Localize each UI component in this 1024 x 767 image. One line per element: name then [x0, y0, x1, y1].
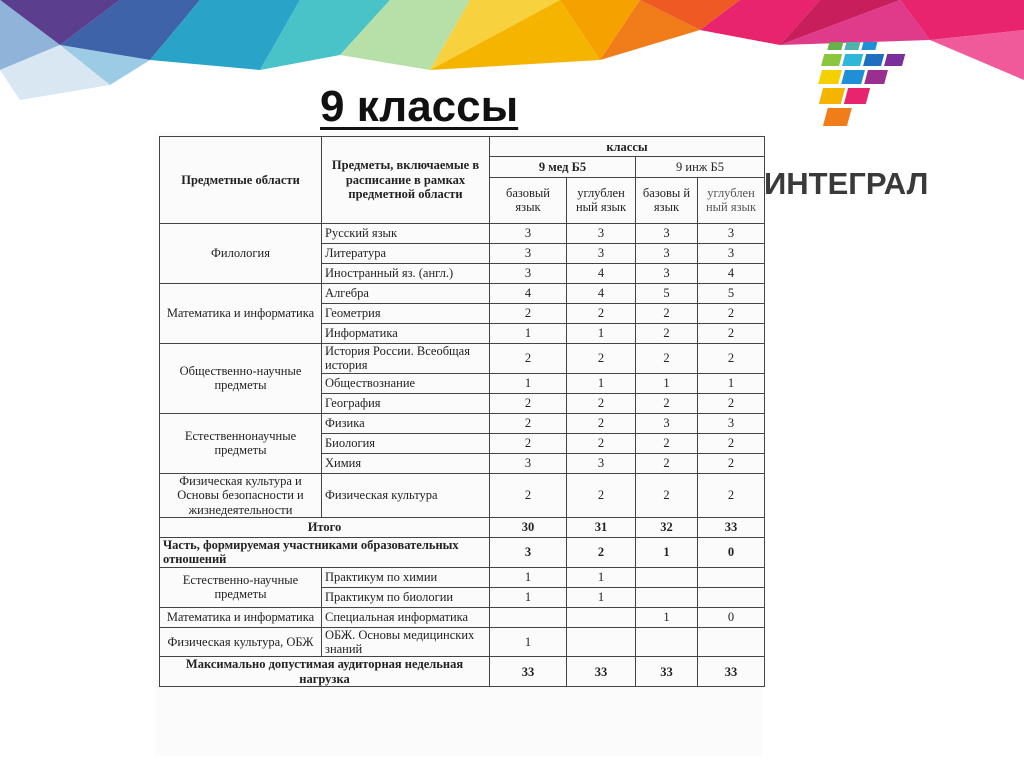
value-cell: 3 [490, 453, 567, 473]
area-cell: Физическая культура и Основы безопасности и жизнедеятельности [160, 473, 322, 517]
value-cell: 2 [698, 324, 765, 344]
subject-cell: Обществознание [322, 373, 490, 393]
subject-cell: Физика [322, 413, 490, 433]
value-cell [698, 567, 765, 587]
value-cell: 2 [567, 473, 636, 517]
value-cell: 1 [490, 567, 567, 587]
area-cell: Естественнонаучные предметы [160, 413, 322, 473]
subject-cell: История России. Всеобщая история [322, 344, 490, 374]
subject-cell: Литература [322, 244, 490, 264]
value-cell: 2 [698, 453, 765, 473]
subject-cell: Специальная информатика [322, 607, 490, 627]
table-row [160, 473, 765, 517]
subject-cell: Геометрия [322, 304, 490, 324]
value-cell: 3 [490, 224, 567, 244]
value-cell: 3 [567, 224, 636, 244]
value-cell: 2 [567, 393, 636, 413]
header-col: углублен ный язык [567, 177, 636, 223]
value-cell: 30 [490, 517, 567, 537]
subject-cell: Русский язык [322, 224, 490, 244]
value-cell: 1 [490, 324, 567, 344]
value-cell: 3 [698, 413, 765, 433]
value-cell: 3 [636, 244, 698, 264]
total-row [160, 517, 765, 537]
value-cell: 1 [636, 607, 698, 627]
area-cell: Естественно-научные предметы [160, 567, 322, 607]
value-cell: 2 [698, 473, 765, 517]
value-cell: 0 [698, 607, 765, 627]
value-cell: 3 [567, 244, 636, 264]
part-row [160, 537, 765, 567]
value-cell: 4 [567, 284, 636, 304]
max-load-row-label: Максимально допустимая аудиторная недельная нагрузка [160, 657, 490, 687]
value-cell: 2 [636, 473, 698, 517]
value-cell: 2 [490, 473, 567, 517]
value-cell: 2 [567, 413, 636, 433]
value-cell: 1 [567, 587, 636, 607]
value-cell: 0 [698, 537, 765, 567]
part-row-label: Часть, формируемая участниками образовательных отношений [160, 537, 490, 567]
value-cell: 3 [490, 264, 567, 284]
value-cell: 2 [636, 324, 698, 344]
table-row [160, 607, 765, 627]
value-cell: 2 [490, 433, 567, 453]
table-row [160, 627, 765, 657]
value-cell: 1 [490, 627, 567, 657]
value-cell: 4 [567, 264, 636, 284]
header-col: углублен ный язык [698, 177, 765, 223]
value-cell [636, 587, 698, 607]
value-cell: 1 [636, 537, 698, 567]
value-cell [490, 607, 567, 627]
subject-cell: Физическая культура [322, 473, 490, 517]
area-cell: Общественно-научные предметы [160, 344, 322, 414]
subject-cell: Алгебра [322, 284, 490, 304]
value-cell: 2 [698, 433, 765, 453]
value-cell: 2 [636, 433, 698, 453]
brand-name: ИНТЕГРАЛ [764, 166, 929, 201]
subject-cell: Информатика [322, 324, 490, 344]
value-cell [567, 627, 636, 657]
value-cell: 5 [636, 284, 698, 304]
curriculum-scan [155, 132, 763, 756]
header-classes: классы [490, 137, 765, 157]
value-cell [636, 567, 698, 587]
value-cell: 33 [567, 657, 636, 687]
value-cell: 31 [567, 517, 636, 537]
value-cell: 3 [490, 244, 567, 264]
header-group-eng: 9 инж Б5 [636, 157, 765, 177]
table-row [160, 344, 765, 374]
table-row [160, 284, 765, 304]
table-row [160, 224, 765, 244]
area-cell: Физическая культура, ОБЖ [160, 627, 322, 657]
value-cell: 1 [567, 373, 636, 393]
header-area: Предметные области [160, 137, 322, 224]
value-cell: 4 [490, 284, 567, 304]
value-cell: 2 [490, 344, 567, 374]
value-cell: 2 [490, 393, 567, 413]
value-cell [636, 627, 698, 657]
value-cell: 33 [636, 657, 698, 687]
area-cell: Математика и информатика [160, 607, 322, 627]
table-row [160, 567, 765, 587]
value-cell: 3 [567, 453, 636, 473]
value-cell: 2 [490, 304, 567, 324]
value-cell: 2 [567, 537, 636, 567]
subject-cell: Практикум по биологии [322, 587, 490, 607]
value-cell: 3 [698, 244, 765, 264]
subject-cell: ОБЖ. Основы медицинских знаний [322, 627, 490, 657]
value-cell: 2 [636, 344, 698, 374]
value-cell: 33 [490, 657, 567, 687]
value-cell: 2 [567, 433, 636, 453]
value-cell: 1 [636, 373, 698, 393]
value-cell: 2 [567, 344, 636, 374]
area-cell: Филология [160, 224, 322, 284]
curriculum-table [159, 136, 765, 687]
value-cell: 2 [636, 453, 698, 473]
table-row [160, 413, 765, 433]
max-load-row [160, 657, 765, 687]
value-cell: 1 [490, 373, 567, 393]
subject-cell: Химия [322, 453, 490, 473]
value-cell: 3 [636, 224, 698, 244]
value-cell: 3 [490, 537, 567, 567]
value-cell: 1 [698, 373, 765, 393]
value-cell [567, 607, 636, 627]
value-cell: 1 [567, 324, 636, 344]
header-col: базовы й язык [636, 177, 698, 223]
header-group-med: 9 мед Б5 [490, 157, 636, 177]
header-row [160, 137, 765, 157]
value-cell: 2 [698, 344, 765, 374]
value-cell: 4 [698, 264, 765, 284]
subject-cell: Практикум по химии [322, 567, 490, 587]
value-cell: 1 [567, 567, 636, 587]
value-cell: 2 [636, 304, 698, 324]
header-col: базовый язык [490, 177, 567, 223]
slide-title: 9 классы [320, 82, 519, 131]
value-cell [698, 587, 765, 607]
value-cell [698, 627, 765, 657]
subject-cell: География [322, 393, 490, 413]
value-cell: 3 [698, 224, 765, 244]
value-cell: 2 [698, 393, 765, 413]
total-row-label: Итого [160, 517, 490, 537]
value-cell: 1 [490, 587, 567, 607]
value-cell: 33 [698, 517, 765, 537]
value-cell: 2 [698, 304, 765, 324]
subject-cell: Иностранный яз. (англ.) [322, 264, 490, 284]
area-cell: Математика и информатика [160, 284, 322, 344]
value-cell: 3 [636, 413, 698, 433]
value-cell: 33 [698, 657, 765, 687]
value-cell: 3 [636, 264, 698, 284]
subject-cell: Биология [322, 433, 490, 453]
value-cell: 2 [636, 393, 698, 413]
integral-logo [800, 40, 920, 150]
value-cell: 32 [636, 517, 698, 537]
header-subjects: Предметы, включаемые в расписание в рамках предметной области [322, 137, 490, 224]
value-cell: 5 [698, 284, 765, 304]
value-cell: 2 [567, 304, 636, 324]
value-cell: 2 [490, 413, 567, 433]
